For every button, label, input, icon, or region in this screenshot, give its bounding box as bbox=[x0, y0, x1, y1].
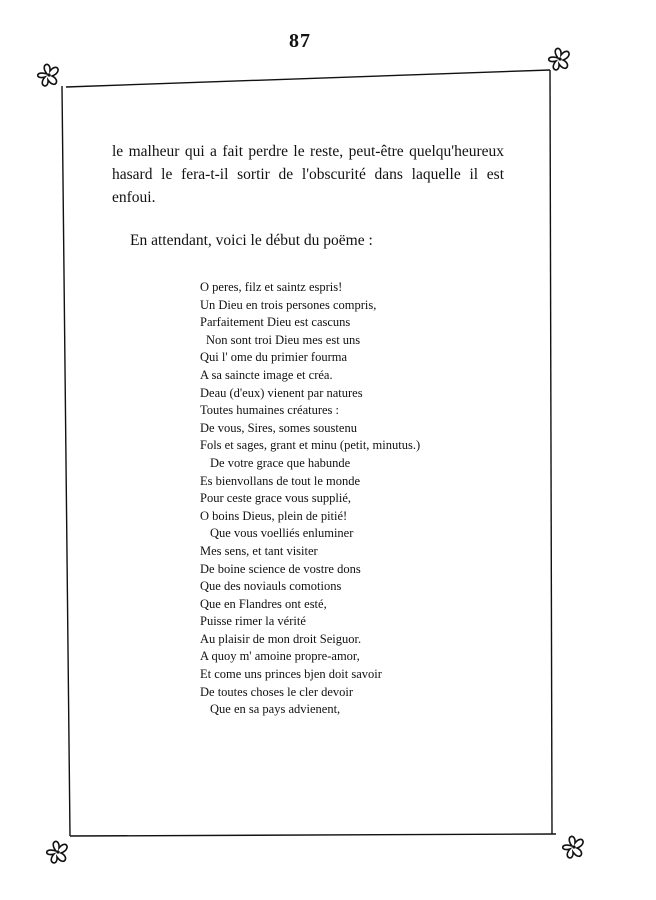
poem-line: Que des noviauls comotions bbox=[200, 579, 342, 594]
poem-line: Fols et sages, grant et minu (petit, minutus.) bbox=[200, 438, 421, 453]
poem-line: Que vous voelliés enluminer bbox=[210, 526, 354, 541]
fleuron-bottom-left-icon bbox=[47, 841, 67, 862]
poem-line: Que en sa pays advienent, bbox=[210, 702, 341, 717]
poem-line: Es bienvollans de tout le monde bbox=[200, 473, 361, 488]
poem-line: De toutes choses le cler devoir bbox=[200, 684, 354, 699]
fleuron-bottom-right-icon bbox=[563, 836, 583, 857]
poem-line: De boine science de vostre dons bbox=[200, 561, 361, 576]
poem-line: Deau (d'eux) vienent par natures bbox=[200, 385, 363, 400]
poem-line: Au plaisir de mon droit Seiguor. bbox=[200, 631, 362, 646]
poem-line: Toutes humaines créatures : bbox=[200, 403, 340, 418]
poem-line: Que en Flandres ont esté, bbox=[200, 596, 327, 611]
poem-line: Mes sens, et tant visiter bbox=[200, 543, 318, 558]
page-number: 87 bbox=[289, 30, 311, 52]
poem-line: Puisse rimer la vérité bbox=[200, 614, 306, 629]
poem-line: Qui l' ome du primier fourma bbox=[200, 350, 348, 365]
poem-line: Non sont troi Dieu mes est uns bbox=[206, 332, 361, 347]
poem-line: Un Dieu en trois persones compris, bbox=[200, 297, 377, 312]
prose-block bbox=[112, 140, 504, 252]
poem-excerpt bbox=[200, 279, 420, 719]
poem-line: Parfaitement Dieu est cascuns bbox=[200, 315, 351, 330]
poem-line: De votre grace que habunde bbox=[210, 455, 351, 470]
prose-paragraph-2: En attendant, voici le début du poëme : bbox=[130, 232, 373, 249]
poem-line: O peres, filz et saintz espris! bbox=[200, 280, 343, 294]
poem-line: Et come uns princes bjen doit savoir bbox=[200, 667, 382, 682]
prose-paragraph-1: le malheur qui a fait perdre le reste, peut-être quelqu'heureux hasard le fera-t-il sortir de l'obscurité dans laquelle il est enfoui. bbox=[112, 143, 504, 206]
poem-line: De vous, Sires, somes soustenu bbox=[200, 420, 357, 435]
poem-line: A sa saincte image et créa. bbox=[200, 367, 333, 382]
poem-line: Pour ceste grace vous supplié, bbox=[200, 491, 352, 506]
poem-line: O boins Dieus, plein de pitié! bbox=[200, 508, 348, 523]
fleuron-top-left-icon bbox=[38, 64, 58, 85]
poem-line: A quoy m' amoine propre-amor, bbox=[200, 649, 360, 664]
